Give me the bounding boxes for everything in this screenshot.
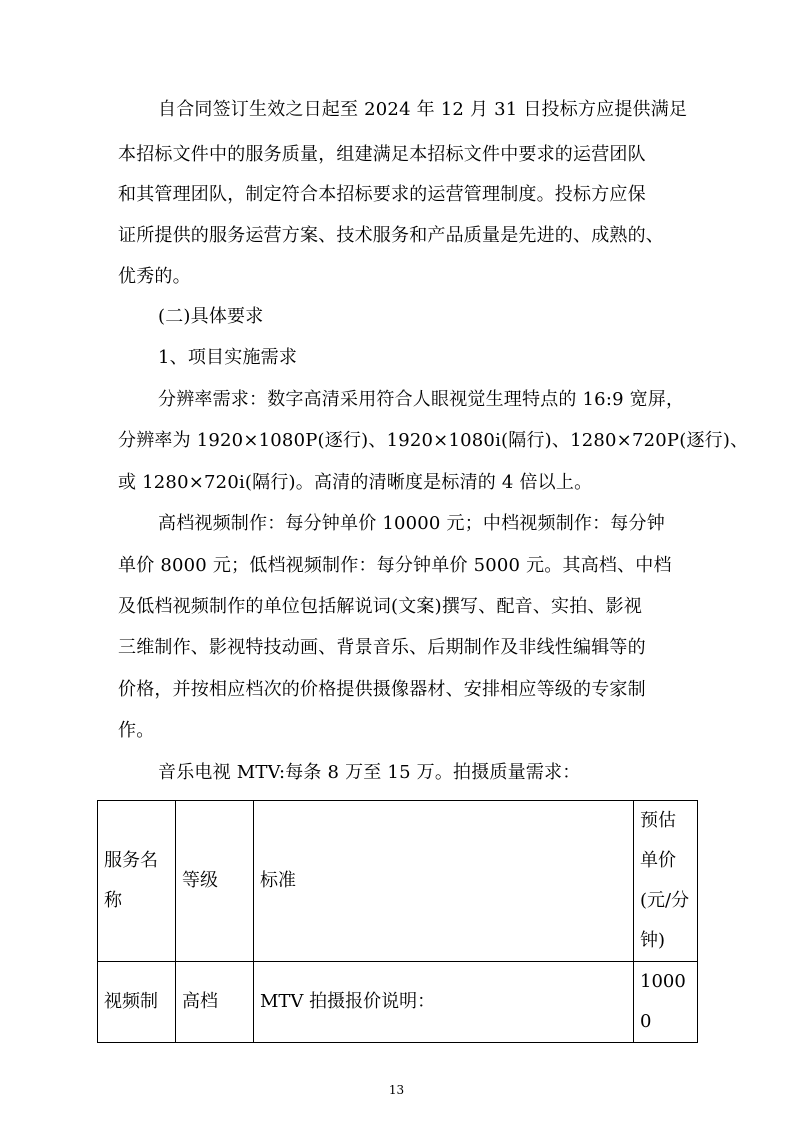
paragraph-line: 分辨率为 1920×1080P(逐行)、1920×1080i(隔行)、1280×720P(逐行)、: [118, 430, 749, 451]
paragraph-line: 本招标文件中的服务质量，组建满足本招标文件中要求的运营团队: [118, 144, 646, 165]
paragraph-line: 证所提供的服务运营方案、技术服务和产品质量是先进的、成熟的、: [118, 225, 664, 246]
paragraph-line: 分辨率需求：数字高清采用符合人眼视觉生理特点的 16:9 宽屏，: [158, 389, 685, 410]
pricing-table: [97, 800, 698, 1043]
paragraph-line: 及低档视频制作的单位包括解说词(文案)撰写、配音、实拍、影视: [118, 596, 643, 617]
table-row: [98, 962, 698, 1043]
header-level: 等级: [176, 801, 254, 962]
header-service-name: 服务名称: [98, 801, 176, 962]
paragraph-line: 音乐电视 MTV:每条 8 万至 15 万。拍摄质量需求：: [158, 762, 581, 783]
header-price: 预估单价(元/分钟): [634, 801, 698, 962]
paragraph-line: 或 1280×720i(隔行)。高清的清晰度是标清的 4 倍以上。: [118, 472, 593, 493]
header-standard: 标准: [254, 801, 634, 962]
table-header-row: [98, 801, 698, 962]
cell-level: 高档: [176, 962, 254, 1043]
page-number: 13: [388, 1083, 405, 1097]
paragraph-line: 单价 8000 元；低档视频制作：每分钟单价 5000 元。其高档、中档: [118, 555, 672, 576]
paragraph-line: 高档视频制作：每分钟单价 10000 元；中档视频制作：每分钟: [158, 513, 665, 534]
paragraph-line: 价格，并按相应档次的价格提供摄像器材、安排相应等级的专家制: [118, 679, 646, 700]
cell-service-name: 视频制: [98, 962, 176, 1043]
cell-price: 10000: [634, 962, 698, 1043]
paragraph-line: 和其管理团队，制定符合本招标要求的运营管理制度。投标方应保: [118, 184, 646, 205]
paragraph-line: 优秀的。: [118, 266, 191, 287]
section-heading: (二)具体要求: [158, 306, 264, 327]
paragraph-line: 三维制作、影视特技动画、背景音乐、后期制作及非线性编辑等的: [118, 637, 646, 658]
pricing-table-wrapper: [97, 800, 697, 1032]
cell-standard: MTV 拍摄报价说明：: [254, 962, 634, 1043]
paragraph-line: 自合同签订生效之日起至 2024 年 12 月 31 日投标方应提供满足: [158, 99, 688, 120]
subsection-heading: 1、项目实施需求: [158, 347, 298, 368]
paragraph-line: 作。: [118, 720, 155, 741]
